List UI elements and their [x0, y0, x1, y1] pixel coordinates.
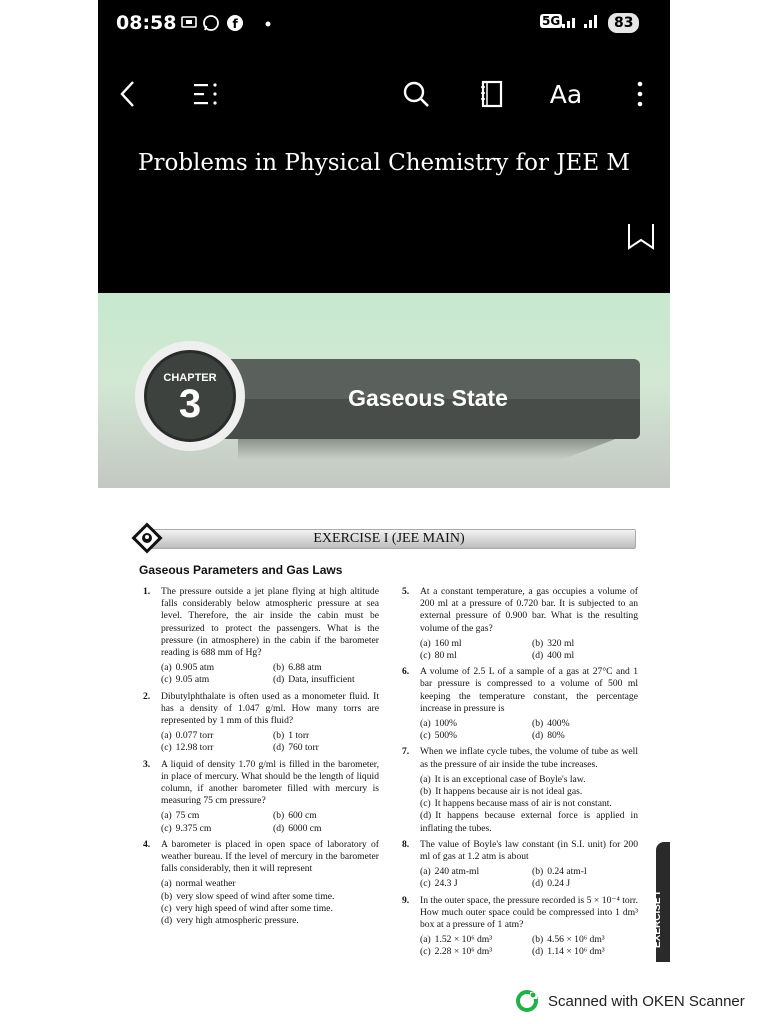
- option-label: (c): [420, 798, 431, 810]
- option-label: (c): [161, 674, 172, 686]
- option-item: [161, 903, 379, 915]
- option-text: 4.56 × 10⁶ dm³: [547, 934, 605, 946]
- question-text: The pressure outside a jet plane flying at high altitude falls considerably below atmospheric pressure at sea level. Therefore, the air inside the cabin must be pressurized to protect the passengers. What is the pressure (in atmosphere) in the cabin if the barometer reading is 688 mm of Hg?: [161, 586, 379, 659]
- question-item: [402, 895, 638, 959]
- option-label: (b): [420, 786, 432, 798]
- option-label: (b): [532, 637, 544, 649]
- option-text: 75 cm: [175, 810, 200, 822]
- option-label: (a): [161, 878, 172, 890]
- option-label: (c): [420, 878, 431, 890]
- option-text: 0.24 J: [547, 878, 571, 890]
- exercise-header: [142, 529, 636, 549]
- exercise-title: EXERCISE I (JEE MAIN): [313, 531, 465, 546]
- chapter-badge: [135, 341, 245, 451]
- question-item: [402, 839, 638, 891]
- option-label: (c): [420, 730, 431, 742]
- option-label: (d): [273, 742, 285, 754]
- option-text: 320 ml: [547, 637, 575, 649]
- option-label: (c): [420, 946, 431, 958]
- option-text: 6000 cm: [288, 822, 322, 834]
- page-button[interactable]: [470, 72, 514, 116]
- dot-icon: [264, 14, 272, 36]
- chapter-label: CHAPTER: [163, 372, 217, 384]
- option-item: [161, 742, 267, 754]
- question-item: [143, 691, 379, 755]
- option-item: [273, 662, 379, 674]
- option-item: [532, 730, 638, 742]
- option-text: It happens because air is not ideal gas.: [435, 786, 583, 798]
- page-icon: [478, 79, 506, 109]
- exercise-icon: [131, 522, 163, 554]
- question-text: A barometer is placed in open space of laboratory of weather bureau. If the level of mercury in the barometer falls considerably, then it will represent: [161, 838, 379, 875]
- option-item: [532, 650, 638, 662]
- search-button[interactable]: [394, 72, 438, 116]
- option-label: (a): [161, 810, 172, 822]
- option-item: [161, 810, 267, 822]
- option-text: Data, insufficient: [288, 674, 355, 686]
- question-text: Dibutylphthalate is often used as a monometer fluid. It has a density of 1.047 g/ml. How many torrs are represented by 1 mm of this fluid?: [161, 690, 379, 727]
- option-text: very high speed of wind after some time.: [175, 902, 333, 914]
- option-text: 400%: [547, 718, 570, 730]
- option-label: (a): [420, 718, 431, 730]
- option-text: 1.14 × 10⁶ dm³: [547, 946, 605, 958]
- question-options: [161, 810, 379, 834]
- scanner-logo-icon: [516, 990, 538, 1012]
- option-label: (d): [532, 650, 544, 662]
- option-text: 600 cm: [288, 810, 317, 822]
- option-label: (d): [161, 915, 173, 927]
- chapter-title: Gaseous State: [348, 385, 508, 411]
- question-text: The value of Boyle's law constant (in S.I. unit) for 200 ml of gas at 1.2 atm is about: [420, 838, 638, 863]
- option-text: 1.52 × 10⁶ dm³: [434, 934, 493, 946]
- battery-level: 83: [608, 13, 639, 33]
- question-number: 5.: [402, 586, 410, 597]
- back-button[interactable]: [106, 72, 150, 116]
- option-text: 9.05 atm: [175, 674, 210, 686]
- question-number: 2.: [143, 690, 151, 702]
- question-text: A volume of 2.5 L of a sample of a gas at 27°C and 1 bar pressure is compressed to a volume of 500 ml keeping the temperature constant, the percentage increase in pressure is: [420, 666, 638, 714]
- table-of-contents-button[interactable]: [184, 72, 228, 116]
- option-item: [420, 878, 526, 890]
- question-options: [420, 638, 638, 662]
- option-item: [532, 878, 638, 890]
- option-label: (b): [273, 662, 285, 674]
- question-text: When we inflate cycle tubes, the volume of tube as well as the pressure of air inside the tube increases.: [420, 746, 638, 770]
- chapter-banner: [98, 293, 670, 488]
- question-options: [161, 662, 379, 686]
- question-item: [402, 666, 638, 742]
- scanner-watermark-text: Scanned with OKEN Scanner: [548, 992, 745, 1010]
- option-item: [420, 650, 526, 662]
- option-text: 0.905 atm: [175, 662, 215, 674]
- network-badge: 5G: [542, 14, 561, 28]
- option-text: 0.077 torr: [175, 730, 214, 742]
- question-item: [143, 839, 379, 927]
- reader-toolbar: [98, 56, 670, 132]
- option-text: very high atmospheric pressure.: [176, 915, 299, 927]
- option-label: (b): [532, 866, 544, 878]
- option-text: It is an exceptional case of Boyle's law.: [434, 773, 586, 785]
- more-icon: [635, 79, 645, 109]
- option-item: [420, 718, 526, 730]
- option-item: [420, 810, 638, 834]
- question-number: 9.: [402, 894, 410, 906]
- option-label: (a): [161, 662, 172, 674]
- banner-shadow: [238, 438, 618, 460]
- option-label: (d): [273, 674, 285, 686]
- option-text: It happens because external force is applied in inflating the tubes.: [420, 810, 638, 834]
- option-text: 12.98 torr: [175, 742, 214, 754]
- option-label: (b): [273, 730, 285, 742]
- option-label: (a): [161, 730, 172, 742]
- option-text: 1 torr: [288, 730, 310, 742]
- option-item: [532, 934, 638, 946]
- questions-column-right: [402, 586, 638, 963]
- facebook-icon: [226, 14, 244, 36]
- option-text: normal weather: [175, 878, 236, 890]
- option-label: (a): [420, 773, 431, 785]
- question-options: [420, 774, 638, 835]
- question-options: [161, 878, 379, 927]
- option-item: [161, 662, 267, 674]
- bookmark-icon: [625, 220, 657, 252]
- option-label: (c): [161, 742, 172, 754]
- signal-icon: [560, 12, 604, 34]
- option-text: very slow speed of wind after some time.: [176, 890, 335, 902]
- question-text: In the outer space, the pressure recorded is 5 × 10⁻⁴ torr. How much outer space could be compressed into 1 dm³ box at a pressure of 1 atm?: [420, 894, 638, 931]
- option-item: [273, 742, 379, 754]
- option-text: 160 ml: [434, 637, 462, 649]
- question-number: 1.: [143, 586, 151, 597]
- search-icon: [401, 79, 431, 109]
- chapter-number: 3: [178, 382, 202, 426]
- question-options: [420, 866, 638, 890]
- option-text: 80 ml: [434, 650, 457, 662]
- question-number: 7.: [402, 746, 410, 758]
- option-item: [420, 866, 526, 878]
- option-label: (d): [532, 730, 544, 742]
- option-item: [532, 718, 638, 730]
- option-label: (a): [420, 934, 431, 946]
- question-number: 4.: [143, 838, 151, 850]
- option-item: [161, 878, 379, 890]
- option-label: (d): [532, 878, 544, 890]
- question-text: A liquid of density 1.70 g/ml is filled in the barometer, in place of mercury. What should be the length of liquid column, if another barometer filled with mercury is measuring 75 cm pressure?: [161, 758, 379, 807]
- status-time: 08:58: [116, 12, 177, 34]
- option-item: [532, 638, 638, 650]
- option-item: [273, 823, 379, 835]
- option-item: [161, 823, 267, 835]
- question-text: At a constant temperature, a gas occupies a volume of 200 ml at a pressure of 0.720 bar. It is subjected to an external pressure of 0.900 bar. What is the resulting volume of the gas?: [420, 586, 638, 634]
- question-number: 6.: [402, 666, 410, 678]
- option-text: 100%: [434, 718, 458, 730]
- option-text: 24.3 J: [434, 878, 458, 890]
- option-text: 0.24 atm-l: [547, 866, 587, 878]
- back-icon: [117, 79, 139, 109]
- option-label: (d): [273, 822, 285, 834]
- svg-text:f: f: [232, 17, 238, 31]
- option-text: 80%: [547, 730, 565, 742]
- font-icon: Aa: [549, 79, 583, 109]
- option-label: (b): [161, 890, 173, 902]
- option-text: 9.375 cm: [175, 822, 212, 834]
- question-options: [420, 934, 638, 958]
- option-label: (b): [532, 934, 544, 946]
- question-item: [402, 746, 638, 834]
- question-item: [143, 759, 379, 835]
- question-number: 8.: [402, 838, 410, 850]
- option-text: 6.88 atm: [288, 662, 322, 674]
- side-tab-label: EXERCISE I: [652, 891, 663, 949]
- option-label: (c): [420, 650, 431, 662]
- option-text: 500%: [434, 730, 458, 742]
- option-label: (a): [420, 637, 431, 649]
- option-item: [420, 798, 638, 810]
- option-label: (a): [420, 866, 431, 878]
- option-text: 400 ml: [547, 650, 575, 662]
- more-button[interactable]: [618, 72, 662, 116]
- option-text: 2.28 × 10⁶ dm³: [434, 946, 493, 958]
- question-options: [161, 730, 379, 754]
- option-item: [161, 730, 267, 742]
- question-item: [402, 586, 638, 662]
- option-text: It happens because mass of air is not constant.: [434, 798, 612, 810]
- status-bar: [98, 0, 670, 50]
- question-options: [420, 718, 638, 742]
- option-label: (d): [532, 946, 544, 958]
- option-label: (c): [161, 822, 172, 834]
- chapter-badge-inner: [144, 350, 236, 442]
- option-item: [420, 730, 526, 742]
- option-item: [420, 774, 638, 786]
- option-item: [532, 866, 638, 878]
- option-text: 760 torr: [288, 742, 319, 754]
- option-item: [532, 946, 638, 958]
- option-item: [273, 730, 379, 742]
- option-item: [161, 915, 379, 927]
- question-number: 3.: [143, 758, 151, 770]
- whatsapp-icon: [202, 14, 220, 36]
- questions-column-left: [143, 586, 379, 931]
- option-item: [161, 674, 267, 686]
- option-item: [273, 810, 379, 822]
- option-item: [420, 946, 526, 958]
- question-item: [143, 586, 379, 687]
- option-label: (b): [273, 810, 285, 822]
- option-label: (c): [161, 902, 172, 914]
- option-text: 240 atm-ml: [434, 866, 480, 878]
- option-item: [420, 934, 526, 946]
- table-of-contents-icon: [191, 81, 221, 107]
- option-item: [420, 638, 526, 650]
- option-item: [161, 891, 379, 903]
- option-label: (b): [532, 718, 544, 730]
- option-label: (d): [420, 810, 432, 822]
- document-title: Problems in Physical Chemistry for JEE M: [138, 150, 630, 176]
- option-item: [273, 674, 379, 686]
- option-item: [420, 786, 638, 798]
- screenshot-icon: [180, 14, 198, 34]
- section-title: Gaseous Parameters and Gas Laws: [139, 563, 343, 577]
- bookmark-button[interactable]: [625, 220, 657, 252]
- font-button[interactable]: [544, 72, 588, 116]
- scanner-watermark: [516, 990, 745, 1012]
